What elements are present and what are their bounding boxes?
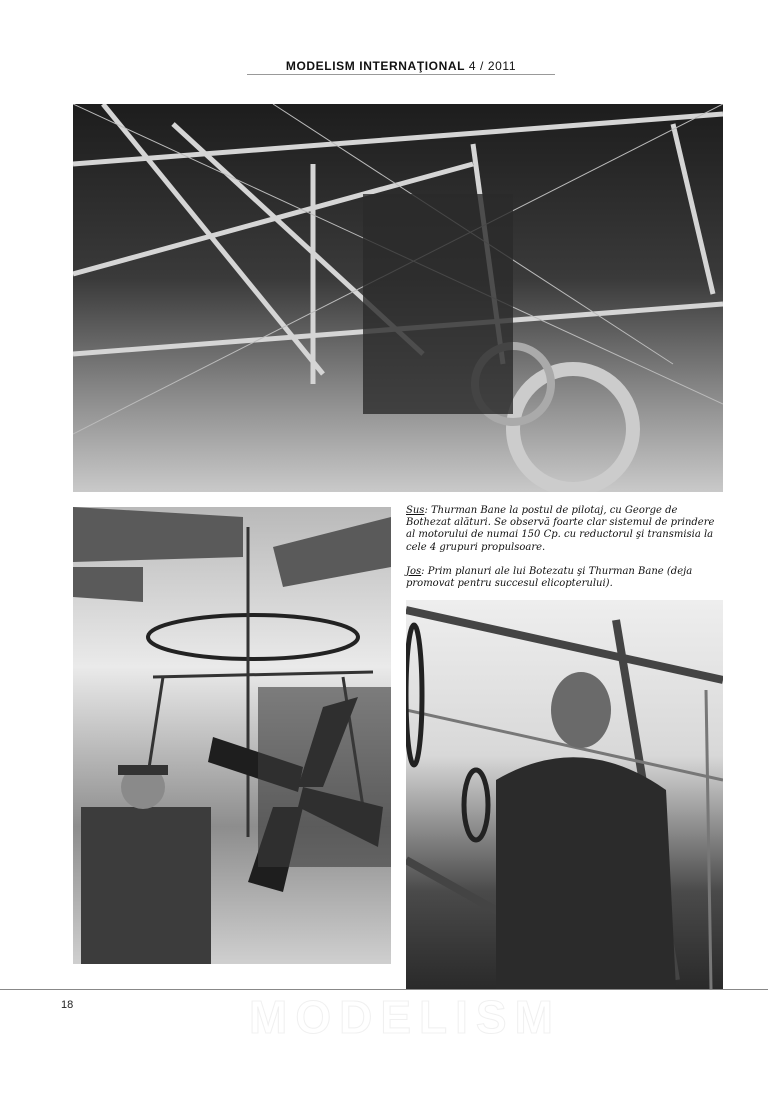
caption-top-text: : Thurman Bane la postul de pilotaj, cu George de Bothezat alături. Se observă foarte clar sistemul de prindere al motorului de numai 150 Cp. cu reductorul şi transmisia la cele 4 grupuri propulsoare. — [406, 505, 715, 553]
caption-bottom-label: Jos — [406, 565, 422, 577]
running-header — [247, 59, 555, 73]
photo-top-helicopter-frame — [73, 104, 723, 492]
issue-number: 4 / 2011 — [468, 59, 517, 73]
header-rule — [247, 74, 555, 75]
caption-top-label: Sus — [406, 505, 425, 516]
magazine-title: MODELISM INTERNAŢIONAL — [285, 59, 465, 73]
caption-bottom-text: : Prim planuri ale lui Botezatu şi Thurman Bane (deja promovat pentru succesul elicopterului). — [406, 565, 693, 590]
photo-caption — [406, 505, 724, 602]
photo-bottom-left-rotor — [73, 507, 391, 964]
caption-bottom — [406, 566, 724, 590]
photo-bottom-right-pilot — [406, 600, 723, 989]
modelism-watermark: MODELISM — [249, 991, 561, 1043]
page-number: 18 — [61, 999, 74, 1011]
caption-top — [406, 505, 724, 554]
